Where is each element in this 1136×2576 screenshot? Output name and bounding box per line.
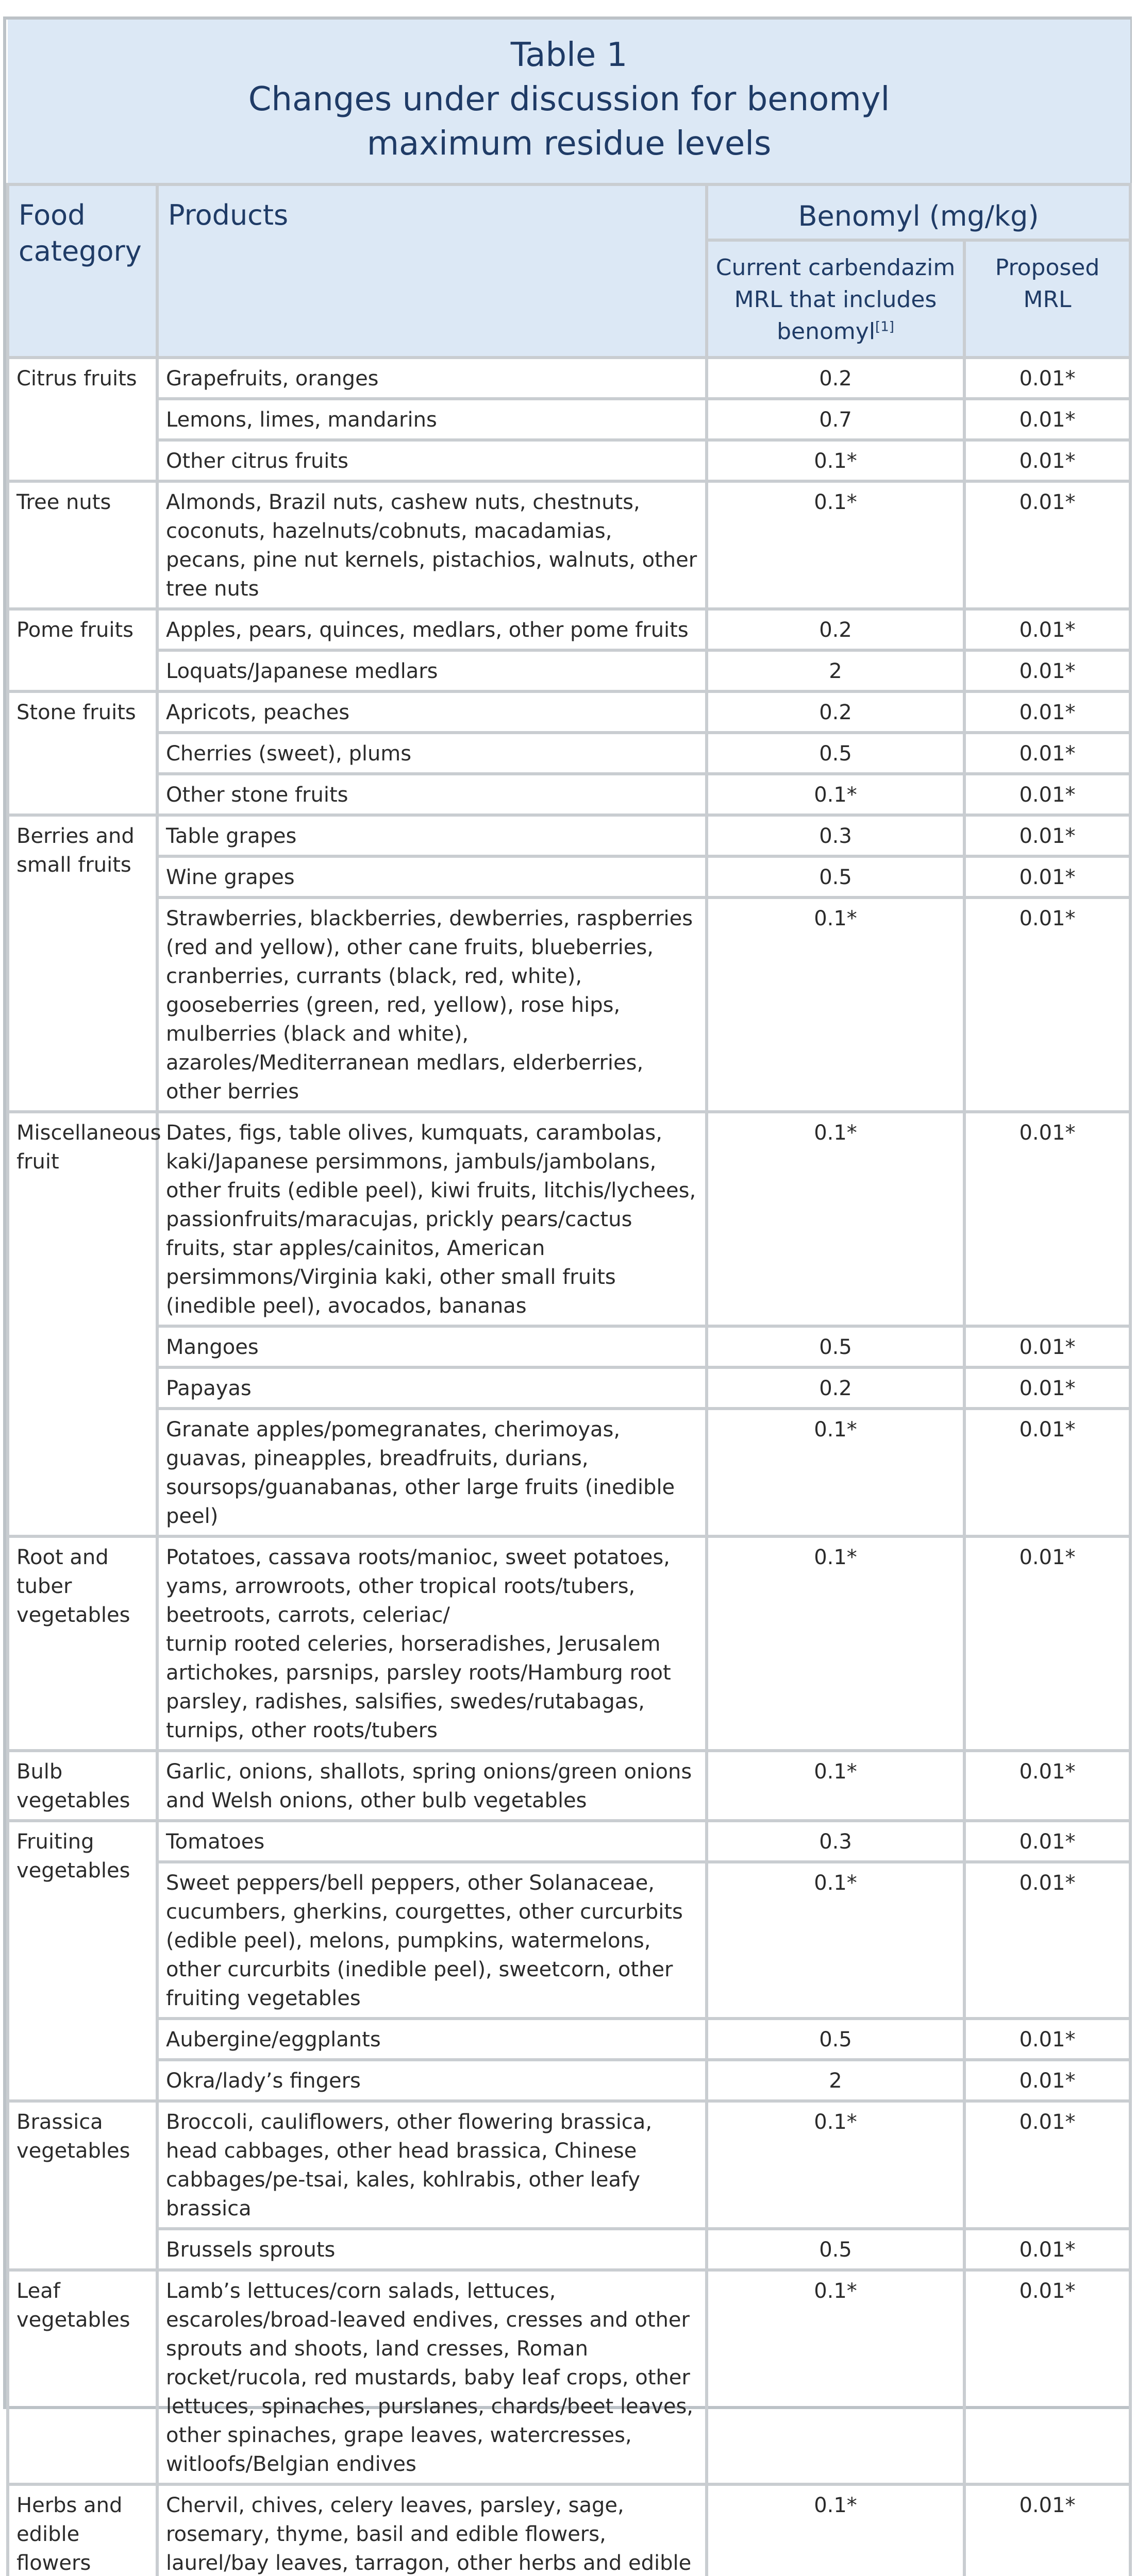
products-cell: Okra/lady’s fingers <box>157 2060 707 2101</box>
products-cell: Apricots, peaches <box>157 691 707 733</box>
current-mrl-cell: 2 <box>707 650 964 691</box>
products-cell: Potatoes, cassava roots/manioc, sweet potatoes, yams, arrowroots, other tropical roots/tubers, beetroots, carrots, celeriac/ turnip rooted celeries, horseradishes, Jerusalem artichokes, parsnips, parsley roots/Hamburg root parsley, radishes, salsifies, swedes/rutabagas, turnips, other roots/tubers <box>157 1536 707 1751</box>
proposed-mrl-cell: 0.01* <box>964 856 1130 897</box>
proposed-mrl-cell: 0.01* <box>964 774 1130 815</box>
proposed-mrl-cell: 0.01* <box>964 1112 1130 1326</box>
proposed-mrl-cell: 0.01* <box>964 2101 1130 2229</box>
proposed-mrl-cell: 0.01* <box>964 1751 1130 1821</box>
food-category-cell: Miscellaneous fruit <box>8 1112 157 1536</box>
products-cell: Aubergine/eggplants <box>157 2019 707 2060</box>
benomyl-mrl-table <box>6 20 1132 2576</box>
products-cell: Chervil, chives, celery leaves, parsley, sage, rosemary, thyme, basil and edible flowers, laurel/bay leaves, tarragon, other herbs and edible <box>157 2484 707 2576</box>
table-row <box>8 650 1130 691</box>
current-mrl-cell: 0.5 <box>707 2229 964 2270</box>
proposed-mrl-cell: 0.01* <box>964 733 1130 774</box>
header-products: Products <box>157 184 707 358</box>
table-title-line-3: maximum residue levels <box>366 125 772 163</box>
table-row <box>8 1862 1130 2019</box>
current-mrl-cell: 0.1* <box>707 2101 964 2229</box>
proposed-mrl-cell: 0.01* <box>964 2484 1130 2576</box>
proposed-mrl-cell: 0.01* <box>964 1367 1130 1409</box>
food-category-cell: Leaf vegetables <box>8 2270 157 2484</box>
proposed-mrl-cell: 0.01* <box>964 399 1130 440</box>
proposed-mrl-cell: 0.01* <box>964 2060 1130 2101</box>
products-cell: Lemons, limes, mandarins <box>157 399 707 440</box>
table-row <box>8 897 1130 1112</box>
food-category-cell: Berries and small fruits <box>8 815 157 1112</box>
table-row <box>8 1112 1130 1326</box>
header-current-mrl <box>707 240 964 358</box>
table-row <box>8 399 1130 440</box>
table-row <box>8 815 1130 856</box>
current-mrl-cell: 0.1* <box>707 2270 964 2484</box>
products-cell: Brussels sprouts <box>157 2229 707 2270</box>
header-food-category: Food category <box>8 184 157 358</box>
products-cell: Dates, figs, table olives, kumquats, carambolas, kaki/Japanese persimmons, jambuls/jambolans, other fruits (edible peel), kiwi fruits, litchis/lychees, passionfruits/maracujas, prickly pears/cactus fruits, star apples/cainitos, American persimmons/Virginia kaki, other small fruits (inedible peel), avocados, bananas <box>157 1112 707 1326</box>
current-mrl-cell: 0.1* <box>707 1409 964 1536</box>
food-category-cell: Tree nuts <box>8 481 157 609</box>
table-frame <box>3 16 1132 2575</box>
table-row <box>8 733 1130 774</box>
products-cell: Apples, pears, quinces, medlars, other pome fruits <box>157 609 707 650</box>
food-category-cell: Herbs and edible flowers <box>8 2484 157 2576</box>
products-cell: Lamb’s lettuces/corn salads, lettuces, escaroles/broad-leaved endives, cresses and other sprouts and shoots, land cresses, Roman rocket/rucola, red mustards, baby leaf crops, other lettuces, spinaches, purslanes, chards/beet leaves, other spinaches, grape leaves, watercresses, witloofs/Belgian endives <box>157 2270 707 2484</box>
table-row <box>8 481 1130 609</box>
products-cell: Wine grapes <box>157 856 707 897</box>
current-mrl-cell: 0.3 <box>707 815 964 856</box>
proposed-mrl-cell: 0.01* <box>964 897 1130 1112</box>
proposed-mrl-cell: 0.01* <box>964 481 1130 609</box>
table-row <box>8 358 1130 399</box>
proposed-mrl-cell: 0.01* <box>964 815 1130 856</box>
proposed-mrl-cell: 0.01* <box>964 1536 1130 1751</box>
table-title-number: Table 1 <box>510 36 628 74</box>
proposed-mrl-cell: 0.01* <box>964 691 1130 733</box>
products-cell: Strawberries, blackberries, dewberries, raspberries (red and yellow), other cane fruits, blueberries, cranberries, currants (black, red, white), gooseberries (green, red, yellow), rose hips, mulberries (black and white), azaroles/Mediterranean medlars, elderberries, other berries <box>157 897 707 1112</box>
food-category-cell: Citrus fruits <box>8 358 157 481</box>
food-category-cell: Stone fruits <box>8 691 157 815</box>
proposed-mrl-cell: 0.01* <box>964 440 1130 481</box>
table-row <box>8 774 1130 815</box>
current-mrl-cell: 0.3 <box>707 1821 964 1862</box>
current-mrl-cell: 0.1* <box>707 1751 964 1821</box>
products-cell: Broccoli, cauliflowers, other flowering brassica, head cabbages, other head brassica, Chinese cabbages/pe-tsai, kales, kohlrabis, other leafy brassica <box>157 2101 707 2229</box>
table-row <box>8 2060 1130 2101</box>
current-mrl-cell: 0.7 <box>707 399 964 440</box>
products-cell: Loquats/Japanese medlars <box>157 650 707 691</box>
products-cell: Garlic, onions, shallots, spring onions/green onions and Welsh onions, other bulb vegetables <box>157 1751 707 1821</box>
table-row <box>8 2101 1130 2229</box>
table-row <box>8 691 1130 733</box>
current-mrl-cell: 0.1* <box>707 2484 964 2576</box>
products-cell: Almonds, Brazil nuts, cashew nuts, chestnuts, coconuts, hazelnuts/cobnuts, macadamias, pecans, pine nut kernels, pistachios, walnuts, other tree nuts <box>157 481 707 609</box>
proposed-mrl-cell: 0.01* <box>964 2229 1130 2270</box>
products-cell: Grapefruits, oranges <box>157 358 707 399</box>
products-cell: Table grapes <box>157 815 707 856</box>
table-row <box>8 440 1130 481</box>
current-mrl-cell: 0.5 <box>707 733 964 774</box>
current-mrl-cell: 0.1* <box>707 1536 964 1751</box>
current-mrl-cell: 0.1* <box>707 1862 964 2019</box>
header-current-mrl-label: Current carbendazim MRL that includes benomyl <box>715 255 956 345</box>
current-mrl-cell: 0.5 <box>707 856 964 897</box>
table-row <box>8 1367 1130 1409</box>
current-mrl-cell: 0.1* <box>707 897 964 1112</box>
products-cell: Cherries (sweet), plums <box>157 733 707 774</box>
proposed-mrl-cell: 0.01* <box>964 1326 1130 1367</box>
proposed-mrl-cell: 0.01* <box>964 1821 1130 1862</box>
table-row <box>8 1326 1130 1367</box>
footnote-ref: [1] <box>875 319 894 335</box>
table-row <box>8 1821 1130 1862</box>
current-mrl-cell: 0.5 <box>707 2019 964 2060</box>
current-mrl-cell: 0.2 <box>707 358 964 399</box>
proposed-mrl-cell: 0.01* <box>964 2019 1130 2060</box>
table-row <box>8 856 1130 897</box>
header-proposed-mrl: Proposed MRL <box>964 240 1130 358</box>
table-row <box>8 1536 1130 1751</box>
table-row <box>8 2229 1130 2270</box>
products-cell: Other stone fruits <box>157 774 707 815</box>
current-mrl-cell: 0.1* <box>707 1112 964 1326</box>
table-row <box>8 2270 1130 2484</box>
food-category-cell: Fruiting vegetables <box>8 1821 157 2101</box>
proposed-mrl-cell: 0.01* <box>964 2270 1130 2484</box>
current-mrl-cell: 0.2 <box>707 609 964 650</box>
table-row <box>8 2484 1130 2576</box>
food-category-cell: Brassica vegetables <box>8 2101 157 2270</box>
proposed-mrl-cell: 0.01* <box>964 1409 1130 1536</box>
current-mrl-cell: 0.1* <box>707 481 964 609</box>
products-cell: Mangoes <box>157 1326 707 1367</box>
table-title <box>8 20 1130 184</box>
current-mrl-cell: 0.1* <box>707 774 964 815</box>
current-mrl-cell: 0.2 <box>707 691 964 733</box>
table-title-line-2: Changes under discussion for benomyl <box>248 80 890 118</box>
table-row <box>8 2019 1130 2060</box>
food-category-cell: Pome fruits <box>8 609 157 691</box>
current-mrl-cell: 0.5 <box>707 1326 964 1367</box>
food-category-cell: Bulb vegetables <box>8 1751 157 1821</box>
current-mrl-cell: 0.1* <box>707 440 964 481</box>
products-cell: Other citrus fruits <box>157 440 707 481</box>
products-cell: Sweet peppers/bell peppers, other Solanaceae, cucumbers, gherkins, courgettes, other curcurbits (edible peel), melons, pumpkins, watermelons, other curcurbits (inedible peel), sweetcorn, other fruiting vegetables <box>157 1862 707 2019</box>
proposed-mrl-cell: 0.01* <box>964 609 1130 650</box>
products-cell: Tomatoes <box>157 1821 707 1862</box>
table-row <box>8 1751 1130 1821</box>
proposed-mrl-cell: 0.01* <box>964 1862 1130 2019</box>
products-cell: Papayas <box>157 1367 707 1409</box>
table-row <box>8 1409 1130 1536</box>
table-row <box>8 609 1130 650</box>
food-category-cell: Root and tuber vegetables <box>8 1536 157 1751</box>
current-mrl-cell: 2 <box>707 2060 964 2101</box>
header-benomyl-group: Benomyl (mg/kg) <box>707 184 1130 240</box>
products-cell: Granate apples/pomegranates, cherimoyas, guavas, pineapples, breadfruits, durians, soursops/guanabanas, other large fruits (inedible peel) <box>157 1409 707 1536</box>
proposed-mrl-cell: 0.01* <box>964 650 1130 691</box>
current-mrl-cell: 0.2 <box>707 1367 964 1409</box>
proposed-mrl-cell: 0.01* <box>964 358 1130 399</box>
